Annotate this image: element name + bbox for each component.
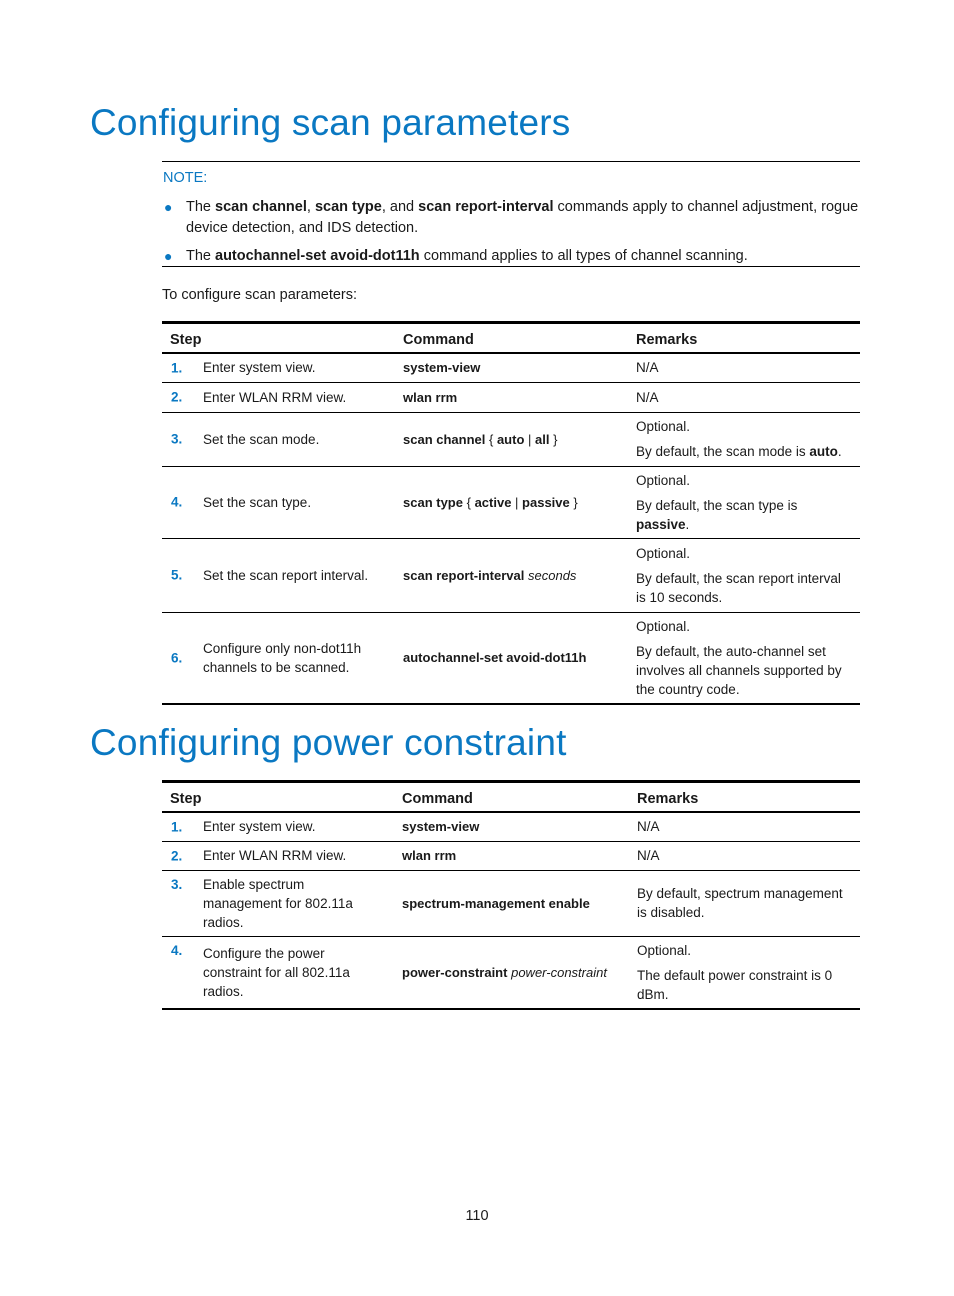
- page-number: 110: [465, 1208, 489, 1224]
- command-keyword: auto: [496, 431, 525, 447]
- remarks-cell: [629, 870, 860, 936]
- step-number: 1.: [171, 360, 183, 376]
- header-step: Step: [162, 782, 394, 813]
- command-keyword: wlan rrm: [402, 848, 457, 863]
- step-text: Enter system view.: [203, 360, 316, 376]
- command-keyword: autochannel-set avoid-dot11h: [403, 650, 587, 666]
- step-cell: [162, 936, 394, 1009]
- remark-text: N/A: [637, 819, 660, 835]
- command-keyword: spectrum-management enable: [402, 895, 590, 911]
- header-remarks: Remarks: [628, 323, 860, 354]
- step-number: 2.: [171, 389, 183, 405]
- step-text: Configure only non-dot11h channels to be scanned.: [203, 640, 362, 675]
- keyword: scan report-interval: [418, 199, 554, 215]
- remarks-cell: [628, 538, 860, 612]
- text: .: [837, 444, 842, 459]
- remark-text: [636, 442, 852, 461]
- bullet-dot-icon: ●: [164, 248, 173, 264]
- command-keyword: passive: [522, 494, 570, 510]
- remarks-cell: [628, 353, 860, 382]
- text: By default, the scan mode is: [636, 444, 810, 459]
- command-argument: seconds: [528, 567, 577, 583]
- command-cell: [394, 812, 629, 841]
- remark-text: The default power constraint is 0 dBm.: [637, 967, 833, 1002]
- text: .: [685, 516, 690, 532]
- command-cell: [395, 382, 628, 412]
- intro-text: To configure scan parameters:: [162, 287, 358, 303]
- section-title-scan-parameters: Configuring scan parameters: [90, 102, 571, 143]
- remarks-cell: [629, 936, 860, 1009]
- command-keyword: scan channel: [403, 431, 486, 447]
- keyword: passive: [636, 516, 686, 532]
- note-box: [162, 161, 860, 267]
- table-row: [162, 841, 860, 870]
- header-remarks: Remarks: [629, 782, 860, 813]
- remark-text: Optional.: [636, 618, 691, 634]
- command-syntax: |: [524, 431, 536, 447]
- keyword: scan channel: [215, 199, 307, 215]
- remark-text: N/A: [637, 848, 660, 863]
- command-cell: [395, 612, 628, 704]
- header-command: Command: [395, 323, 628, 354]
- step-cell: [162, 382, 395, 412]
- scan-parameters-table: [162, 321, 860, 705]
- remarks-cell: [629, 841, 860, 870]
- step-cell: [162, 812, 394, 841]
- step-cell: [162, 841, 394, 870]
- step-cell: [162, 412, 395, 466]
- step-text: Enable spectrum management for 802.11a radios.: [203, 876, 353, 930]
- remark-text: Optional.: [636, 472, 691, 488]
- command-keyword: power-constraint: [402, 964, 508, 980]
- command-keyword: scan report-interval: [403, 567, 525, 583]
- command-syntax: |: [511, 494, 523, 510]
- remark-text: N/A: [636, 389, 659, 405]
- step-number: 4.: [171, 494, 183, 510]
- step-text: Set the scan report interval.: [203, 567, 369, 583]
- text: The: [186, 199, 216, 215]
- step-number: 1.: [171, 819, 183, 835]
- note-bullet-2: [164, 246, 860, 267]
- step-text: Enter WLAN RRM view.: [203, 389, 347, 405]
- remark-text: N/A: [636, 360, 659, 376]
- step-cell: [162, 612, 395, 704]
- command-syntax: {: [462, 494, 475, 510]
- command-cell: [395, 538, 628, 612]
- section-title-power-constraint: Configuring power constraint: [90, 722, 567, 763]
- remark-text: By default, the scan report interval is 10 seconds.: [636, 570, 841, 605]
- table-row: [162, 466, 860, 538]
- command-syntax: {: [485, 431, 497, 447]
- note-bullet-1: [164, 197, 860, 239]
- step-number: 3.: [171, 876, 183, 892]
- command-syntax: }: [549, 431, 558, 447]
- command-cell: [394, 841, 629, 870]
- remarks-cell: [628, 612, 860, 704]
- table-row: [162, 612, 860, 704]
- command-keyword: all: [535, 431, 550, 447]
- table-row: [162, 412, 860, 466]
- text: command applies to all types of channel scanning.: [419, 248, 748, 264]
- text: The: [186, 248, 216, 264]
- step-text: Enter WLAN RRM view.: [203, 848, 347, 863]
- step-number: 4.: [171, 942, 183, 958]
- command-keyword: wlan rrm: [403, 389, 458, 405]
- remark-text: Optional.: [636, 545, 691, 561]
- remark-text: Optional.: [636, 419, 691, 434]
- command-syntax: }: [569, 494, 578, 510]
- remark-text: By default, spectrum management is disabled.: [637, 886, 843, 920]
- remarks-cell: [628, 466, 860, 538]
- command-keyword: system-view: [402, 819, 480, 835]
- power-constraint-table: [162, 780, 860, 1010]
- remarks-cell: [629, 812, 860, 841]
- step-cell: [162, 870, 394, 936]
- step-text: Enter system view.: [203, 819, 316, 835]
- step-cell: [162, 538, 395, 612]
- command-cell: [394, 870, 629, 936]
- step-text: Set the scan mode.: [203, 431, 320, 447]
- table-row: [162, 353, 860, 382]
- keyword: scan type: [314, 199, 382, 215]
- command-keyword: scan type: [403, 494, 463, 510]
- table-header-row: [162, 782, 860, 813]
- keyword: autochannel-set avoid-dot11h: [215, 248, 420, 264]
- table-row: [162, 936, 860, 1009]
- step-number: 5.: [171, 567, 183, 583]
- text: ,: [306, 199, 315, 215]
- remarks-cell: [628, 412, 860, 466]
- command-cell: [395, 353, 628, 382]
- table-header-row: [162, 323, 860, 354]
- command-argument: power-constraint: [511, 964, 607, 980]
- remark-text: [636, 496, 852, 534]
- note-label: NOTE:: [163, 170, 208, 186]
- step-number: 2.: [171, 848, 183, 863]
- step-text: Configure the power constraint for all 802.11a radios.: [203, 945, 350, 999]
- table-row: [162, 812, 860, 841]
- header-command: Command: [394, 782, 629, 813]
- bullet-dot-icon: ●: [164, 199, 173, 215]
- table-row: [162, 382, 860, 412]
- remark-text: By default, the auto-channel set involves all channels supported by the country code.: [636, 643, 842, 697]
- table-row: [162, 538, 860, 612]
- header-step: Step: [162, 323, 395, 354]
- step-number: 6.: [171, 650, 183, 666]
- command-cell: [395, 412, 628, 466]
- command-keyword: system-view: [403, 360, 481, 376]
- command-keyword: active: [474, 494, 512, 510]
- step-text: Set the scan type.: [203, 494, 312, 510]
- step-number: 3.: [171, 431, 183, 447]
- step-cell: [162, 466, 395, 538]
- remark-text: Optional.: [637, 942, 692, 958]
- step-cell: [162, 353, 395, 382]
- remarks-cell: [628, 382, 860, 412]
- keyword: auto: [809, 444, 838, 459]
- command-cell: [394, 936, 629, 1009]
- text: , and: [381, 199, 419, 215]
- text: By default, the scan type is: [636, 497, 798, 513]
- command-cell: [395, 466, 628, 538]
- table-row: [162, 870, 860, 936]
- text: commands apply to channel adjustment, rogue device detection, and IDS detection.: [186, 199, 859, 236]
